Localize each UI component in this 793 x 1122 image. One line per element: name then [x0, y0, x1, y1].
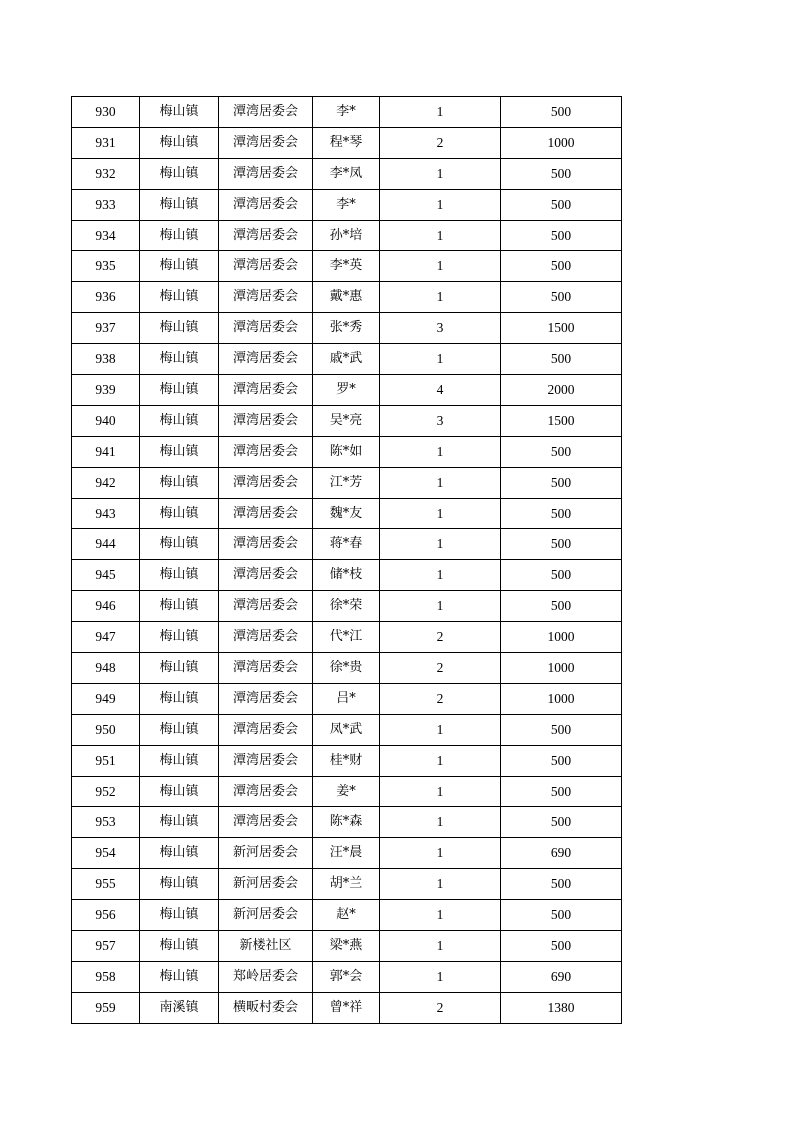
cell-index: 937: [72, 313, 140, 344]
cell-committee: 潭湾居委会: [219, 375, 313, 406]
cell-name: 徐*荣: [313, 591, 380, 622]
cell-town: 梅山镇: [140, 961, 219, 992]
cell-name: 代*江: [313, 622, 380, 653]
cell-index: 947: [72, 622, 140, 653]
cell-amount: 500: [501, 529, 622, 560]
cell-count: 3: [380, 405, 501, 436]
cell-town: 梅山镇: [140, 97, 219, 128]
cell-town: 梅山镇: [140, 405, 219, 436]
cell-amount: 1000: [501, 653, 622, 684]
table-row: [72, 498, 622, 529]
cell-committee: 横畈村委会: [219, 992, 313, 1023]
cell-name: 梁*燕: [313, 931, 380, 962]
cell-amount: 1000: [501, 683, 622, 714]
cell-count: 2: [380, 992, 501, 1023]
cell-index: 940: [72, 405, 140, 436]
cell-amount: 1500: [501, 405, 622, 436]
cell-town: 梅山镇: [140, 282, 219, 313]
cell-committee: 潭湾居委会: [219, 745, 313, 776]
cell-index: 933: [72, 189, 140, 220]
table-row: [72, 251, 622, 282]
cell-committee: 潭湾居委会: [219, 591, 313, 622]
cell-count: 1: [380, 498, 501, 529]
cell-town: 梅山镇: [140, 189, 219, 220]
cell-count: 1: [380, 97, 501, 128]
cell-amount: 500: [501, 467, 622, 498]
cell-town: 梅山镇: [140, 622, 219, 653]
cell-town: 梅山镇: [140, 869, 219, 900]
cell-committee: 新河居委会: [219, 869, 313, 900]
cell-index: 935: [72, 251, 140, 282]
cell-committee: 潭湾居委会: [219, 560, 313, 591]
cell-committee: 潭湾居委会: [219, 158, 313, 189]
cell-committee: 潭湾居委会: [219, 498, 313, 529]
cell-amount: 500: [501, 189, 622, 220]
cell-committee: 潭湾居委会: [219, 467, 313, 498]
cell-name: 曾*祥: [313, 992, 380, 1023]
cell-town: 梅山镇: [140, 498, 219, 529]
cell-name: 桂*财: [313, 745, 380, 776]
cell-count: 2: [380, 683, 501, 714]
cell-amount: 500: [501, 498, 622, 529]
cell-count: 1: [380, 869, 501, 900]
cell-committee: 潭湾居委会: [219, 714, 313, 745]
cell-committee: 新河居委会: [219, 900, 313, 931]
cell-count: 1: [380, 961, 501, 992]
cell-committee: 潭湾居委会: [219, 807, 313, 838]
cell-committee: 潭湾居委会: [219, 189, 313, 220]
cell-town: 梅山镇: [140, 714, 219, 745]
table-row: [72, 405, 622, 436]
cell-count: 1: [380, 436, 501, 467]
cell-town: 梅山镇: [140, 745, 219, 776]
cell-amount: 690: [501, 961, 622, 992]
cell-town: 南溪镇: [140, 992, 219, 1023]
cell-town: 梅山镇: [140, 158, 219, 189]
cell-index: 945: [72, 560, 140, 591]
cell-amount: 500: [501, 714, 622, 745]
cell-name: 赵*: [313, 900, 380, 931]
table-row: [72, 560, 622, 591]
cell-committee: 潭湾居委会: [219, 220, 313, 251]
cell-name: 李*: [313, 97, 380, 128]
cell-count: 1: [380, 467, 501, 498]
cell-count: 1: [380, 158, 501, 189]
table-body: [72, 97, 622, 1024]
cell-town: 梅山镇: [140, 591, 219, 622]
table-row: [72, 900, 622, 931]
cell-count: 2: [380, 127, 501, 158]
cell-town: 梅山镇: [140, 931, 219, 962]
cell-index: 957: [72, 931, 140, 962]
cell-amount: 500: [501, 591, 622, 622]
cell-name: 李*: [313, 189, 380, 220]
table-row: [72, 776, 622, 807]
cell-name: 江*芳: [313, 467, 380, 498]
table-row: [72, 807, 622, 838]
cell-name: 姜*: [313, 776, 380, 807]
cell-town: 梅山镇: [140, 251, 219, 282]
table-row: [72, 436, 622, 467]
cell-committee: 潭湾居委会: [219, 344, 313, 375]
cell-index: 953: [72, 807, 140, 838]
cell-amount: 500: [501, 807, 622, 838]
cell-town: 梅山镇: [140, 436, 219, 467]
cell-name: 戚*武: [313, 344, 380, 375]
cell-count: 1: [380, 900, 501, 931]
table-row: [72, 282, 622, 313]
table-row: [72, 961, 622, 992]
cell-committee: 潭湾居委会: [219, 622, 313, 653]
cell-town: 梅山镇: [140, 683, 219, 714]
cell-name: 陈*如: [313, 436, 380, 467]
cell-committee: 潭湾居委会: [219, 97, 313, 128]
cell-name: 李*英: [313, 251, 380, 282]
cell-count: 2: [380, 653, 501, 684]
table-row: [72, 344, 622, 375]
cell-index: 939: [72, 375, 140, 406]
cell-amount: 1500: [501, 313, 622, 344]
table-row: [72, 683, 622, 714]
cell-amount: 500: [501, 344, 622, 375]
cell-index: 956: [72, 900, 140, 931]
cell-index: 938: [72, 344, 140, 375]
cell-index: 955: [72, 869, 140, 900]
table-row: [72, 931, 622, 962]
cell-name: 吕*: [313, 683, 380, 714]
cell-amount: 500: [501, 776, 622, 807]
table-row: [72, 992, 622, 1023]
cell-town: 梅山镇: [140, 467, 219, 498]
cell-amount: 500: [501, 220, 622, 251]
cell-index: 934: [72, 220, 140, 251]
cell-town: 梅山镇: [140, 560, 219, 591]
cell-amount: 500: [501, 97, 622, 128]
cell-town: 梅山镇: [140, 313, 219, 344]
cell-index: 954: [72, 838, 140, 869]
cell-amount: 500: [501, 436, 622, 467]
cell-committee: 潭湾居委会: [219, 776, 313, 807]
cell-index: 948: [72, 653, 140, 684]
cell-count: 1: [380, 344, 501, 375]
cell-index: 949: [72, 683, 140, 714]
cell-town: 梅山镇: [140, 375, 219, 406]
cell-amount: 500: [501, 931, 622, 962]
cell-index: 942: [72, 467, 140, 498]
cell-amount: 500: [501, 869, 622, 900]
table-row: [72, 591, 622, 622]
cell-count: 2: [380, 622, 501, 653]
cell-name: 戴*惠: [313, 282, 380, 313]
cell-amount: 500: [501, 282, 622, 313]
cell-town: 梅山镇: [140, 838, 219, 869]
cell-town: 梅山镇: [140, 220, 219, 251]
cell-amount: 500: [501, 251, 622, 282]
cell-count: 1: [380, 745, 501, 776]
cell-count: 1: [380, 838, 501, 869]
cell-amount: 2000: [501, 375, 622, 406]
cell-committee: 潭湾居委会: [219, 251, 313, 282]
table-row: [72, 467, 622, 498]
cell-name: 储*枝: [313, 560, 380, 591]
cell-index: 930: [72, 97, 140, 128]
cell-name: 徐*贵: [313, 653, 380, 684]
cell-index: 944: [72, 529, 140, 560]
cell-amount: 690: [501, 838, 622, 869]
cell-name: 郭*会: [313, 961, 380, 992]
table-row: [72, 375, 622, 406]
table-row: [72, 714, 622, 745]
table-row: [72, 97, 622, 128]
cell-committee: 潭湾居委会: [219, 529, 313, 560]
cell-town: 梅山镇: [140, 127, 219, 158]
cell-committee: 潭湾居委会: [219, 436, 313, 467]
cell-name: 李*凤: [313, 158, 380, 189]
cell-count: 1: [380, 714, 501, 745]
cell-count: 4: [380, 375, 501, 406]
cell-index: 941: [72, 436, 140, 467]
table-row: [72, 127, 622, 158]
cell-committee: 新楼社区: [219, 931, 313, 962]
cell-name: 胡*兰: [313, 869, 380, 900]
cell-town: 梅山镇: [140, 529, 219, 560]
cell-index: 950: [72, 714, 140, 745]
cell-town: 梅山镇: [140, 900, 219, 931]
table-row: [72, 313, 622, 344]
cell-name: 孙*培: [313, 220, 380, 251]
cell-committee: 潭湾居委会: [219, 282, 313, 313]
cell-committee: 潭湾居委会: [219, 313, 313, 344]
cell-index: 932: [72, 158, 140, 189]
cell-index: 936: [72, 282, 140, 313]
cell-index: 946: [72, 591, 140, 622]
cell-count: 1: [380, 776, 501, 807]
cell-name: 张*秀: [313, 313, 380, 344]
cell-count: 1: [380, 591, 501, 622]
cell-committee: 潭湾居委会: [219, 405, 313, 436]
cell-count: 1: [380, 931, 501, 962]
cell-amount: 500: [501, 560, 622, 591]
cell-name: 魏*友: [313, 498, 380, 529]
cell-name: 罗*: [313, 375, 380, 406]
cell-count: 1: [380, 189, 501, 220]
cell-index: 951: [72, 745, 140, 776]
table-row: [72, 220, 622, 251]
cell-town: 梅山镇: [140, 807, 219, 838]
table-row: [72, 838, 622, 869]
table-row: [72, 189, 622, 220]
cell-town: 梅山镇: [140, 344, 219, 375]
table-row: [72, 745, 622, 776]
cell-amount: 500: [501, 900, 622, 931]
cell-amount: 1000: [501, 127, 622, 158]
cell-index: 959: [72, 992, 140, 1023]
cell-name: 汪*晨: [313, 838, 380, 869]
cell-committee: 潭湾居委会: [219, 127, 313, 158]
cell-amount: 500: [501, 158, 622, 189]
cell-index: 943: [72, 498, 140, 529]
cell-amount: 1000: [501, 622, 622, 653]
cell-committee: 潭湾居委会: [219, 653, 313, 684]
cell-count: 1: [380, 529, 501, 560]
cell-index: 952: [72, 776, 140, 807]
cell-committee: 潭湾居委会: [219, 683, 313, 714]
table-row: [72, 622, 622, 653]
cell-index: 958: [72, 961, 140, 992]
cell-amount: 1380: [501, 992, 622, 1023]
cell-name: 程*琴: [313, 127, 380, 158]
table-row: [72, 869, 622, 900]
cell-town: 梅山镇: [140, 653, 219, 684]
cell-count: 1: [380, 560, 501, 591]
table-row: [72, 653, 622, 684]
cell-name: 凤*武: [313, 714, 380, 745]
cell-committee: 郑岭居委会: [219, 961, 313, 992]
cell-index: 931: [72, 127, 140, 158]
cell-count: 1: [380, 220, 501, 251]
cell-name: 吴*亮: [313, 405, 380, 436]
cell-town: 梅山镇: [140, 776, 219, 807]
data-table: [71, 96, 622, 1024]
cell-committee: 新河居委会: [219, 838, 313, 869]
cell-count: 3: [380, 313, 501, 344]
cell-amount: 500: [501, 745, 622, 776]
cell-name: 陈*森: [313, 807, 380, 838]
cell-name: 蒋*春: [313, 529, 380, 560]
cell-count: 1: [380, 282, 501, 313]
table-row: [72, 158, 622, 189]
cell-count: 1: [380, 807, 501, 838]
cell-count: 1: [380, 251, 501, 282]
table-row: [72, 529, 622, 560]
